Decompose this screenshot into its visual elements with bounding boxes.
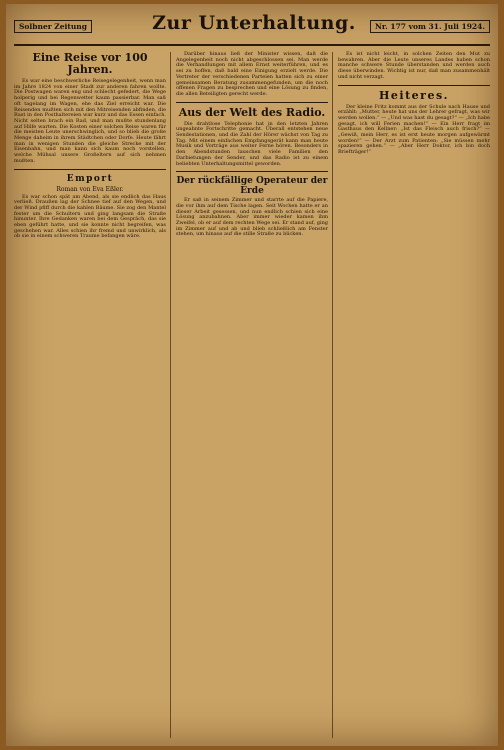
humor-headline: Heiteres. xyxy=(379,88,449,102)
story-text: Er saß in seinem Zimmer und starrte auf die Papiere, die vor ihm auf dem Tische lagen. Seit Wochen hatte er an dieser Arbeit gesessen, und nun endlich schien sich eine Lösung anzubahnen. Aber immer wieder kamen ihm Zweifel, ob er auf dem rechten Wege sei. Er stand auf, ging im Zimmer auf und ab und blieb schließlich am Fenster stehen, um hinaus auf die stille Straße zu blicken. xyxy=(176,197,328,238)
divider xyxy=(176,171,328,172)
divider xyxy=(176,102,328,103)
column-divider xyxy=(332,52,333,738)
issue-info: Nr. 177 vom 31. Juli 1924. xyxy=(370,20,490,33)
story-title: Emport xyxy=(66,173,114,184)
divider xyxy=(338,85,490,86)
humor-text: Der kleine Fritz kommt aus der Schule nach Hause und erzählt: „Mutter, heute hat uns der Lehrer gefragt, was wir werden wollen.“ — „Und was hast du gesagt?“ — „Ich habe gesagt, ich will Ferien machen!“ — Ein Herr fragt im Gasthaus den Kellner: „Ist das Fleisch auch frisch?“ — „Gewiß, mein Herr, es ist erst heute morgen aufgewärmt worden!“ — Der Arzt zum Patienten: „Sie müssen mehr spazieren gehen.“ — „Aber Herr Doktor, ich bin doch Briefträger!“ xyxy=(338,103,490,156)
article-headline: Eine Reise vor 100 Jahren. xyxy=(32,51,148,76)
radio-text: Die drahtlose Telephonie hat in den letzten Jahren ungeahnte Fortschritte gemacht. Überall entstehen neue Sendestationen, und die Zahl der Hörer wächst von Tag zu Tag. Mit einem einfachen Empfangsgerät kann man heute Musik und Vorträge aus weiter Ferne hören. Besonders in den Abendstunden lauschen viele Familien den Darbietungen der Sender, und das Radio ist zu einem beliebten Unterhaltungsmittel geworden. xyxy=(176,120,328,167)
story-byline: Roman von Eva Eßler. xyxy=(56,185,124,193)
divider xyxy=(14,169,166,170)
column-2 xyxy=(176,52,328,239)
column-divider xyxy=(170,52,171,738)
radio-headline: Aus der Welt des Radio. xyxy=(178,105,326,119)
story-text: Es war schon spät am Abend, als sie endlich das Haus verließ. Draußen lag der Schnee tief auf den Wegen, und der Wind pfiff durch die kahlen Bäume. Sie zog den Mantel fester um die Schultern und ging langsam die Straße hinunter. Ihre Gedanken waren bei dem Gespräch, das sie eben geführt hatte, und sie konnte nicht begreifen, was geschehen war. Alles schien ihr fremd und unwirklich, als ob sie in einem schweren Traume befangen wäre. xyxy=(14,193,166,240)
newspaper-page xyxy=(6,4,498,746)
story-title: Der rückfällige Operateur der Erde xyxy=(176,176,328,197)
header-rule xyxy=(14,44,490,46)
newspaper-name: Solbner Zeitung xyxy=(14,20,92,33)
column-1 xyxy=(14,52,166,241)
article-text-top: Darüber hinaus ließ der Minister wissen, daß die Angelegenheit noch nicht abgeschlossen sei. Man werde die Verhandlungen mit allem Ernst weiterführen, und es sei zu hoffen, daß bald eine Einigung erzielt werde. Die Vertreter der verschiedenen Parteien hatten sich zu einer gemeinsamen Beratung zusammengefunden, um die noch offenen Fragen zu besprechen und eine Lösung zu finden, die allen Beteiligten gerecht werde. xyxy=(176,51,328,97)
column-3 xyxy=(338,52,490,157)
article-text-top: Es ist nicht leicht, in solchen Zeiten den Mut zu bewahren. Aber die Leute unseres Landes haben schon manche schwere Stunde überstanden und werden auch diese überwinden. Wichtig ist nur, daß man zusammenhält und nicht verzagt. xyxy=(338,51,490,80)
section-title: Zur Unterhaltung. xyxy=(152,12,356,34)
article-text: Es war eine beschwerliche Reisegelegenheit, wenn man im Jahre 1824 von einer Stadt zur anderen fahren wollte. Die Postwagen waren eng und schlecht gefedert, die Wege holperig und bei Regenwetter kaum passierbar. Man saß oft tagelang im Wagen, ehe das Ziel erreicht war. Die Reisenden mußten sich mit den Mitreisenden abfinden, die Rast in den Posthaltereien war kurz und das Essen einfach. Nicht selten brach ein Rad, und man mußte stundenlang auf Hilfe warten. Die Kosten einer solchen Reise waren für die meisten Leute unerschwinglich, und so blieb die große Menge daheim in ihrem Städtchen oder Dorfe. Heute fährt man in wenigen Stunden die gleiche Strecke mit der Eisenbahn, und man kann sich kaum noch vorstellen, welche Mühsal unsere Großeltern auf sich nehmen mußten. xyxy=(14,78,166,164)
page-header xyxy=(14,12,490,42)
